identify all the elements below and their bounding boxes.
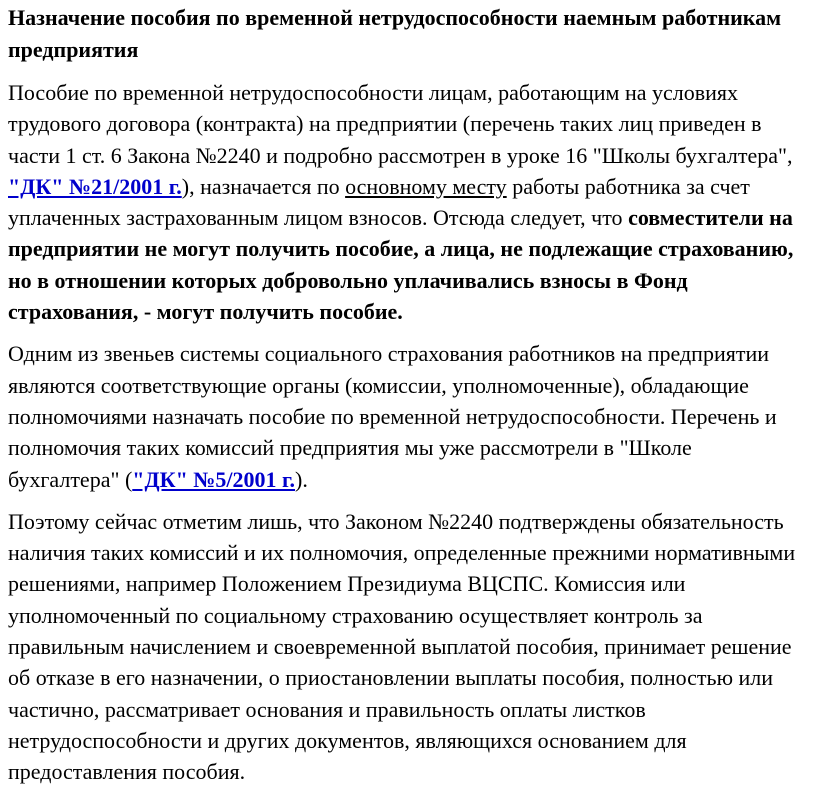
underlined-main-workplace: основному месту — [345, 173, 507, 199]
paragraph-1 — [8, 77, 808, 327]
link-dk-5-2001[interactable]: "ДК" №5/2001 г. — [132, 466, 296, 492]
page-title: Назначение пособия по временной нетрудоспособности наемным работникам предприятия — [8, 5, 782, 62]
paragraph-1-text-start: Пособие по временной нетрудоспособности лицам, работающим на условиях трудового договора (контракта) на предприятии (перечень таких лиц приведен в части 1 ст. 6 Закона №2240 и подробно рассмотрен в уроке 16 "Школы бухгалтера", — [8, 80, 793, 168]
paragraph-2-text-end: ). — [295, 466, 308, 492]
paragraph-1-text-middle: ), назначается по — [181, 173, 346, 199]
paragraph-3: Поэтому сейчас отметим лишь, что Законом №2240 подтверждены обязательность наличия таких комиссий и их полномочия, определенные прежними нормативными решениями, например Положением Президиума ВЦСПС. Комиссия или уполномоченный по социальному страхованию осуществляет контроль за правильным начислением и своевременной выплатой пособия, принимает решение об отказе в его назначении, о приостановлении выплаты пособия, полностью или частично, рассматривает основания и правильность оплаты листков нетрудоспособности и других документов, являющихся основанием для предоставления пособия. — [8, 508, 796, 785]
bold-conclusion: совместители на предприятии не могут получить пособие, а лица, не подлежащие страхованию, но в отношении которых добровольно уплачивались взносы в Фонд страхования, - могут получить пособие. — [8, 205, 794, 325]
paragraph-1-text-end: работы работника за счет уплаченных застрахованным лицом взносов. Отсюда следует, что — [8, 173, 750, 231]
paragraph-2 — [8, 338, 808, 494]
link-dk-21-2001[interactable]: "ДК" №21/2001 г. — [8, 173, 182, 199]
paragraph-2-text-start: Одним из звеньев системы социального страхования работников на предприятии являются соответствующие органы (комиссии, уполномоченные), обладающие полномочиями назначать пособие по временной нетрудоспособности. Перечень и полномочия таких комиссий предприятия мы уже рассмотрели в "Школе бухгалтера" ( — [8, 341, 777, 492]
